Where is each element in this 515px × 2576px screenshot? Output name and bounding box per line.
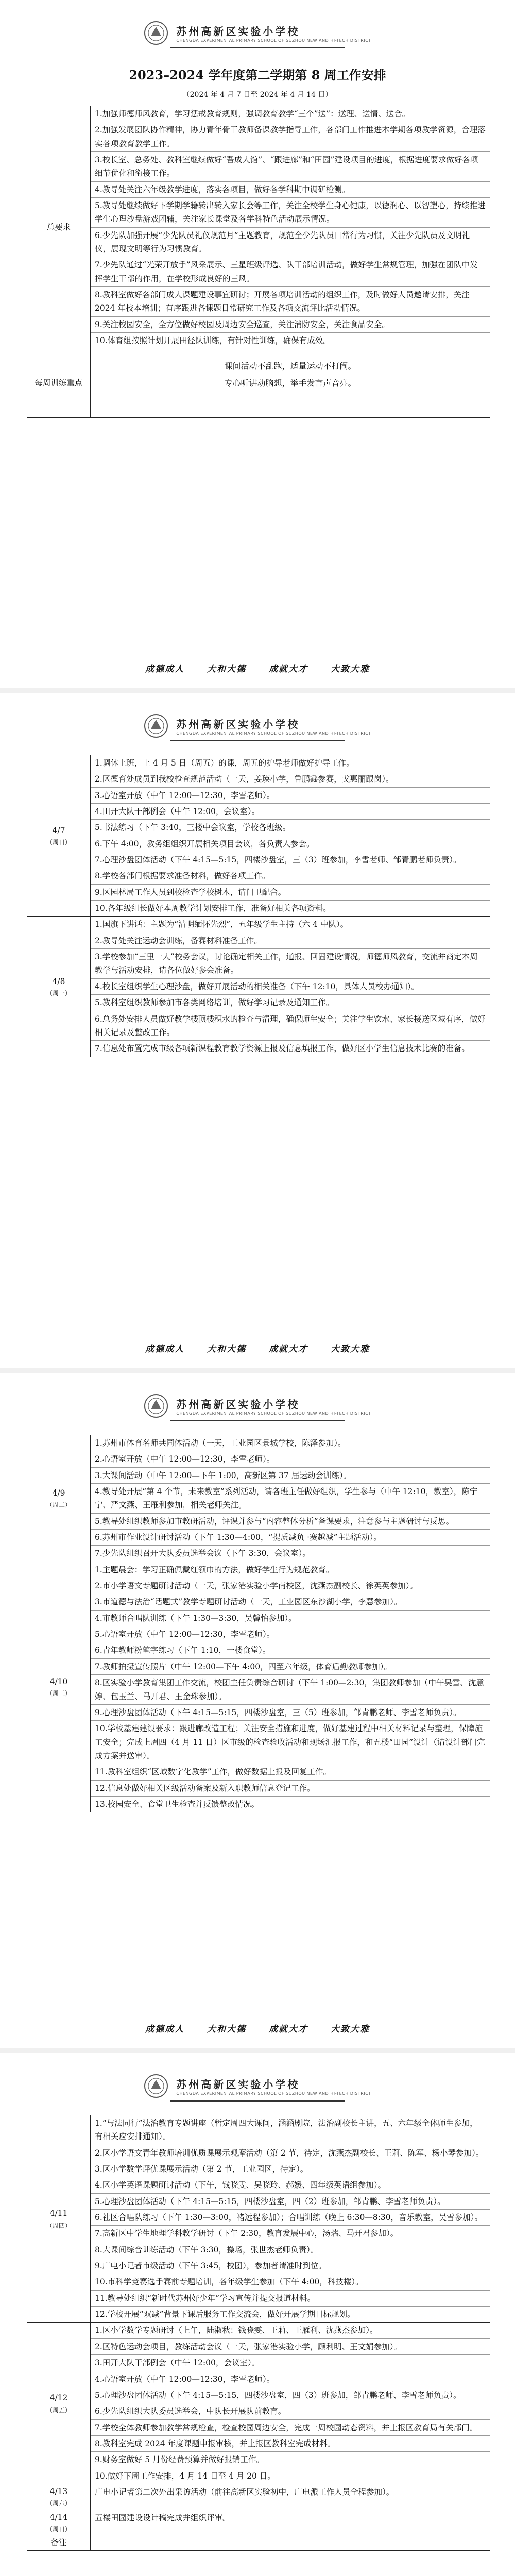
day-item: 3.田开大队干部例会（中午 12:00，会议室）。 <box>91 2355 490 2371</box>
day-content <box>91 2115 490 2323</box>
footer-motto <box>0 2022 515 2035</box>
day-weekday: （周日） <box>46 839 71 846</box>
weekly-focus-label: 每周训练重点 <box>27 349 91 417</box>
school-logo-icon <box>144 1394 168 1418</box>
motto-2: 大和大德 <box>207 1344 246 1354</box>
school-header <box>0 2074 515 2100</box>
day-item: 7.高新区中学生地理学科教学研讨（下午 2:30，教育发展中心，汤瑞、马开君参加）。 <box>91 2226 490 2242</box>
day-item: 6.下午 4:00，教务组组织开展相关项目会议，各负责人参会。 <box>91 836 490 852</box>
day-item: 9.广电小记者市级活动（下午 3:45，校团），参加者请准时到位。 <box>91 2258 490 2274</box>
day-item: 7.教师拍摄宣传照片（中午 12:00—下午 4:00，四至六年级，体育后勤教师参加）。 <box>91 1659 490 1675</box>
day-weekday: （周三） <box>46 1690 71 1698</box>
date-range: （2024 年 4 月 7 日至 2024 年 4 月 14 日） <box>182 91 333 99</box>
day-item: 12.信息处做好相关区级活动备案及新入职教师信息登记工作。 <box>91 1781 490 1797</box>
day-weekday: （周六） <box>46 2500 71 2507</box>
weekly-focus-line: 专心听讲动脑想，举手发言声音亮。 <box>224 378 356 388</box>
motto-4: 大致大雅 <box>331 2024 370 2035</box>
school-header <box>0 1394 515 1420</box>
summary-item: 3.校长室、总务处、教科室继续做好“吾成大馆”、“跟进廊”和“田园”建设项目的进度，根据进度要求做好各项细节优化和衔接工作。 <box>91 152 490 182</box>
day-label <box>27 2510 91 2535</box>
day-item: 7.学校全体教师参加教学常规检查，检查校园周边安全，完成一周校园动态资料，并上报区教育局有关部门。 <box>91 2420 490 2436</box>
day-item: 12.学校开展“双减”背景下课后服务工作交流会，做好开展学期目标规划。 <box>95 2310 355 2319</box>
day-item: 8.区实验小学教育集团工作交流，校团主任负责综合研讨（下午 1:00—2:30，集团教师参加（中午吴雪、沈意婷、包玉兰、马开君、王金珠参加）。 <box>91 1675 490 1705</box>
motto-2: 大和大德 <box>207 2024 246 2035</box>
summary-item: 10.体育组按照计划开展田径队训练，有针对性训练，确保有成效。 <box>95 336 331 346</box>
summary-item: 4.教导处关注六年级教学进度，落实各项目，做好各学科期中调研检测。 <box>91 182 490 198</box>
school-name-cn: 苏州高新区实验小学校 <box>176 25 300 38</box>
summary-item: 7.少先队通过“光荣开放手”风采展示、三星班级评选、队干部培训活动，做好学生常规管理，加强在团队中发挥学生干部的作用，在学校形成良好的三风。 <box>91 257 490 287</box>
day-weekday: （周五） <box>46 2406 71 2414</box>
day-weekday: （周日） <box>46 2525 71 2533</box>
footer-motto <box>0 662 515 674</box>
day-item: 10.做好下周工作安排，4 月 14 日至 4 月 20 日。 <box>95 2471 276 2481</box>
day-row <box>27 917 490 1057</box>
day-item: 3.区小学数学评优课展示活动（第 2 节，工业园区，待定）。 <box>91 2161 490 2177</box>
day-item: 2.市小学语文专题研讨活动（一天，张家港实验小学南校区，沈燕杰副校长、徐英英参加）。 <box>91 1578 490 1594</box>
day-item: 2.心语室开放（中午 12:00—12:30，李雪老师）。 <box>91 1451 490 1467</box>
day-row <box>27 2484 490 2510</box>
school-name-en: CHENGDA EXPERIMENTAL PRIMARY SCHOOL OF SUZHOU NEW AND HI-TECH DISTRICT <box>176 2091 371 2096</box>
summary-content <box>91 106 490 349</box>
day-item: 6.社区合唱队练习（下午 1:30—3:00，褚远程参加）；合唱训练（晚上 6:30—8:30，音乐教室，吴雪参加）。 <box>91 2210 490 2226</box>
day-content <box>91 2323 490 2484</box>
day-row <box>27 2323 490 2484</box>
school-name-cn: 苏州高新区实验小学校 <box>176 718 300 731</box>
day-content <box>91 755 490 917</box>
day-item: 8.学校各部门根据要求准备材料，做好各项工作。 <box>91 868 490 884</box>
school-header <box>0 714 515 740</box>
school-logo-icon <box>144 21 168 45</box>
day-content <box>91 1435 490 1562</box>
day-item: 2.区德育处成员到我校检查规范活动（一天，姜瑛小学，鲁鹏鑫参赛，戈惠丽跟岗）。 <box>91 771 490 787</box>
day-content <box>91 1562 490 1812</box>
day-item: 5.心理沙盘团体活动（下午 4:15—5:15，四楼沙盘室，四（3）班参加，邹青鹏老师、李雪老师负责）。 <box>91 2387 490 2403</box>
summary-label: 总要求 <box>27 106 91 349</box>
page-2 <box>0 693 515 1368</box>
day-item: 6.青年教师粉笔字练习（下午 1:10，一楼食堂）。 <box>91 1642 490 1658</box>
day-item: 7.心理沙盘团体活动（下午 4:15—5:15，四楼沙盘室，三（3）班参加，李雪老师、邹青鹏老师负责）。 <box>91 852 490 868</box>
school-name-cn: 苏州高新区实验小学校 <box>176 2078 300 2091</box>
day-row <box>27 2510 490 2535</box>
motto-2: 大和大德 <box>207 664 246 674</box>
day-weekday: （周二） <box>46 1501 71 1509</box>
summary-item: 9.关注校园安全，全方位做好校园及周边安全巡查，关注消防安全，关注食品安全。 <box>91 317 490 333</box>
summary-item: 5.教导处继续做好下学期学籍转出转入家长会等工作，关注全校学生身心健康，以德润心、以智塑心，持续推进学生心理沙盘游戏团辅，关注家长课堂及各学科特色活动展示情况。 <box>91 198 490 228</box>
day-content <box>91 917 490 1057</box>
summary-item: 2.加强发展团队协作精神，协力青年骨干教师备课教学指导工作，各部门工作推进本学期各项教学资源，合理落实各项教育教学工作。 <box>91 122 490 152</box>
day-item: 4.市教师合唱队训练（下午 1:30—3:30，吴馨怡参加）。 <box>91 1611 490 1626</box>
footer-motto <box>0 1342 515 1354</box>
day-label <box>27 2484 91 2510</box>
school-name-en: CHENGDA EXPERIMENTAL PRIMARY SCHOOL OF SUZHOU NEW AND HI-TECH DISTRICT <box>176 1411 371 1416</box>
summary-item: 6.少先队加强开展“少先队员礼仪规范月”主题教育，规范全少先队员日常行为习惯，关注少先队员及文明礼仪，展现文明等行为习惯教育。 <box>91 228 490 258</box>
day-item: 4.教导处开展“第 4 个节，未来教室”系列活动，请各班主任做好组织，学生参与（中午 12:10，教室），陈宁宁、严文燕、王雁利参加，相关老师关注。 <box>91 1484 490 1514</box>
day-weekday: （周四） <box>46 2222 71 2229</box>
day-item: 7.信息处布置完成市级各项新课程教育教学资源上报及信息填报工作，做好区小学生信息技术比赛的准备。 <box>95 1044 470 1054</box>
school-logo-icon <box>144 2074 168 2098</box>
schedule-table <box>27 2115 490 2551</box>
day-row <box>27 1435 490 1562</box>
motto-1: 成德成人 <box>145 664 184 674</box>
page-4 <box>0 2053 515 2576</box>
day-date: 4/13 <box>49 2486 68 2496</box>
school-header <box>0 21 515 47</box>
weekly-focus-line: 课间活动不乱跑，适量运动不打闹。 <box>224 361 356 371</box>
day-date: 4/10 <box>49 1677 68 1687</box>
remarks-row <box>27 2535 490 2550</box>
day-label <box>27 1435 91 1562</box>
motto-1: 成德成人 <box>145 1344 184 1354</box>
day-item: 五楼田园建设设计稿完成并组织评审。 <box>95 2513 231 2522</box>
day-item: 6.少先队组织大队委员选举会，中队长开展队前教育。 <box>91 2403 490 2419</box>
day-item: 3.学校参加“三里一大”校务会议，讨论确定相关工作，通报、回固建设情况，师德师风教育，交流并商定本周教学与活动安排，请各位做好参会准备。 <box>91 949 490 979</box>
day-item: 9.区园林局工作人员到校检查学校树木，请门卫配合。 <box>91 885 490 901</box>
day-item: 2.区小学语文青年教师培训优质课展示观摩活动（第 2 节，待定，沈燕杰副校长、王莉、陈军、杨小琴参加）。 <box>91 2145 490 2161</box>
remarks-label: 备注 <box>27 2535 91 2550</box>
day-item: 4.田开大队干部例会（中午 12:00，会议室）。 <box>91 804 490 820</box>
day-item: 9.心理沙盘团体活动（下午 4:15—5:15，四楼沙盘室，三（5）班参加，邹青鹏老师、李雪老师负责）。 <box>91 1705 490 1721</box>
day-row <box>27 1562 490 1812</box>
day-date: 4/14 <box>49 2512 68 2522</box>
day-item: 11.教科室组织“区域数字化教学”工作，做好数据上报及回复工作。 <box>91 1764 490 1780</box>
day-date: 4/9 <box>52 1488 65 1498</box>
day-item: 10.市科学竞赛选手赛前专题培训，各年级学生参加（下午 4:00，科技楼）。 <box>91 2274 490 2290</box>
day-item: 3.市道德与法治“话题式”教学专题研讨活动（一天，工业园区东沙湖小学，李慧参加）。 <box>91 1594 490 1610</box>
day-item: 1.苏州市体育名师共同体活动（一天，工业园区景城学校，陈泽参加）。 <box>91 1435 490 1451</box>
day-item: 7.少先队组织召开大队委员选举会议（下午 3:30，会议室）。 <box>95 1549 311 1558</box>
day-date: 4/12 <box>49 2393 68 2403</box>
school-name-en: CHENGDA EXPERIMENTAL PRIMARY SCHOOL OF SUZHOU NEW AND HI-TECH DISTRICT <box>176 38 371 43</box>
motto-3: 成就大才 <box>269 1344 308 1354</box>
day-item: 13.校园安全、食堂卫生检查并反馈整改情况。 <box>95 1799 260 1809</box>
day-item: 6.总务处安排人员做好教学楼顶楼积水的检查与清理，确保师生安全；关注学生饮水、家长接送区域有序，做好相关记录及整改工作。 <box>91 1011 490 1041</box>
day-item: 1.调休上班，上 4 月 5 日（周五）的课，周五的护导老师做好护导工作。 <box>91 755 490 771</box>
day-item: 2.教导处关注运动会训练，备赛材料准备工作。 <box>91 933 490 949</box>
school-logo-icon <box>144 714 168 738</box>
motto-3: 成就大才 <box>269 664 308 674</box>
day-item: 5.书法练习（下午 3:40，三楼中会议室，学校各班级。 <box>91 820 490 836</box>
schedule-table <box>27 755 490 1057</box>
day-content <box>91 2484 490 2510</box>
day-item: 3.大课间活动（中午 12:00—下午 1:00，高新区第 37 届运动会训练）。 <box>91 1468 490 1484</box>
summary-table <box>27 106 490 418</box>
day-item: 10.各年级组长做好本周教学计划安排工作，准备好相关各项资料。 <box>95 904 331 913</box>
day-item: 8.教科室完成 2024 年度课题申报审核，并上报区教科室完成材料。 <box>91 2436 490 2452</box>
day-item: 5.心理沙盘团体活动（下午 4:15—5:15，四楼沙盘室，四（2）班参加，邹青鹏、李雪老师负责）。 <box>91 2194 490 2210</box>
day-label <box>27 917 91 1057</box>
day-item: 10.学校基建建设要求：跟进廊改造工程；关注安全措施和进度，做好基建过程中相关材料记录与整理，保障施工安全；完成上周四（4 月 11 日）区市级的检查验收活动和现场汇报工作，和五楼“田园”设计（请设计部门完成方案并送审）。 <box>91 1721 490 1764</box>
day-date: 4/8 <box>52 976 65 986</box>
school-name-en: CHENGDA EXPERIMENTAL PRIMARY SCHOOL OF SUZHOU NEW AND HI-TECH DISTRICT <box>176 731 371 736</box>
motto-4: 大致大雅 <box>331 664 370 674</box>
day-item: 9.财务室做好 5 月份经费预算并做好报销工作。 <box>91 2452 490 2468</box>
school-name-cn: 苏州高新区实验小学校 <box>176 1398 300 1411</box>
day-item: 5.心语室开放（中午 12:00—12:30，李雪老师）。 <box>91 1626 490 1642</box>
day-item: 5.教导处组织教师参加市教研活动，评课并参与“内容整体分析”备课要求，注意参与主题研讨与反思。 <box>91 1514 490 1530</box>
day-item: 1.主题晨会：学习正确佩戴红领巾的方法，做好学生行为规范教育。 <box>91 1562 490 1578</box>
remarks-content <box>91 2535 490 2550</box>
motto-1: 成德成人 <box>145 2024 184 2035</box>
day-item: 4.区小学英语课题研讨活动（下午，钱晓雯、吴晓玲、郝媛、四年级英语组参加）。 <box>91 2177 490 2193</box>
motto-3: 成就大才 <box>269 2024 308 2035</box>
schedule-table <box>27 1435 490 1812</box>
day-item: 1.“与法同行”法治教育专题讲座（暂定周四大课间，涵涵剧院，法治副校长主讲，五、六年级全体师生参加，有相关应安排通知）。 <box>91 2115 490 2145</box>
day-date: 4/11 <box>49 2209 68 2218</box>
day-item: 3.心语室开放（中午 12:00—12:30，李雪老师）。 <box>91 788 490 804</box>
day-item: 8.大课间综合训练活动（下午 3:30，操场，张世杰老师负责）。 <box>91 2242 490 2258</box>
day-weekday: （周一） <box>46 989 71 997</box>
page-3 <box>0 1373 515 2048</box>
day-item: 4.校长室组织学生心理沙盘，做好开展活动的相关准备（下午 12:10，具体人员校办通知）。 <box>91 979 490 995</box>
summary-item: 8.教科室做好各部门成大课题建设事宜研讨；开展各项培训活动的组织工作，及时做好人员邀请安排，关注 2024 年校本培训；有序跟进各课题日常研究工作及各项交流评比活动情况。 <box>91 287 490 317</box>
day-row <box>27 2115 490 2323</box>
day-date: 4/7 <box>52 825 65 835</box>
day-label <box>27 2323 91 2484</box>
summary-item: 1.加强师德师风教育，学习惩戒教育规则，强调教育教学“三个”送”：送理、送情、送合。 <box>91 106 490 122</box>
day-item: 11.教导处组织“新时代苏州好少年”学习宣传并提交报道材料。 <box>91 2291 490 2307</box>
document-title: 2023–2024 学年度第二学期第 8 周工作安排 <box>129 67 386 82</box>
day-row <box>27 755 490 917</box>
day-content <box>91 2510 490 2535</box>
day-item: 广电小记者第二次外出采访活动（前往高新区实验初中，广电派工作人员全程参加）。 <box>95 2487 394 2497</box>
page-1 <box>0 0 515 688</box>
weekly-focus-content <box>91 349 490 417</box>
day-item: 6.苏州市作业设计研讨活动（下午 1:30—4:00，“提质减负 ·赛越减”主题活动）。 <box>91 1530 490 1546</box>
day-label <box>27 1562 91 1812</box>
day-label <box>27 755 91 917</box>
day-item: 1.国旗下讲话：主题为“清明缅怀先烈”，五年级学生主持（六 4 中队）。 <box>91 917 490 933</box>
day-item: 2.区特色运动会项目，教练活动会议（一天，张家港实验小学，顾利明、王文娟参加）。 <box>91 2339 490 2355</box>
day-item: 5.教科室组织教师参加市各类网络培训，做好学习记录及通知工作。 <box>91 995 490 1011</box>
day-label <box>27 2115 91 2323</box>
motto-4: 大致大雅 <box>331 1344 370 1354</box>
day-item: 4.心语室开放（中午 12:00—12:30，李雪老师）。 <box>91 2371 490 2387</box>
day-item: 1.区小学数学专题研讨（上午，陆淑秋：钱晓雯、王莉、王雁利、沈燕杰参加）。 <box>91 2323 490 2338</box>
